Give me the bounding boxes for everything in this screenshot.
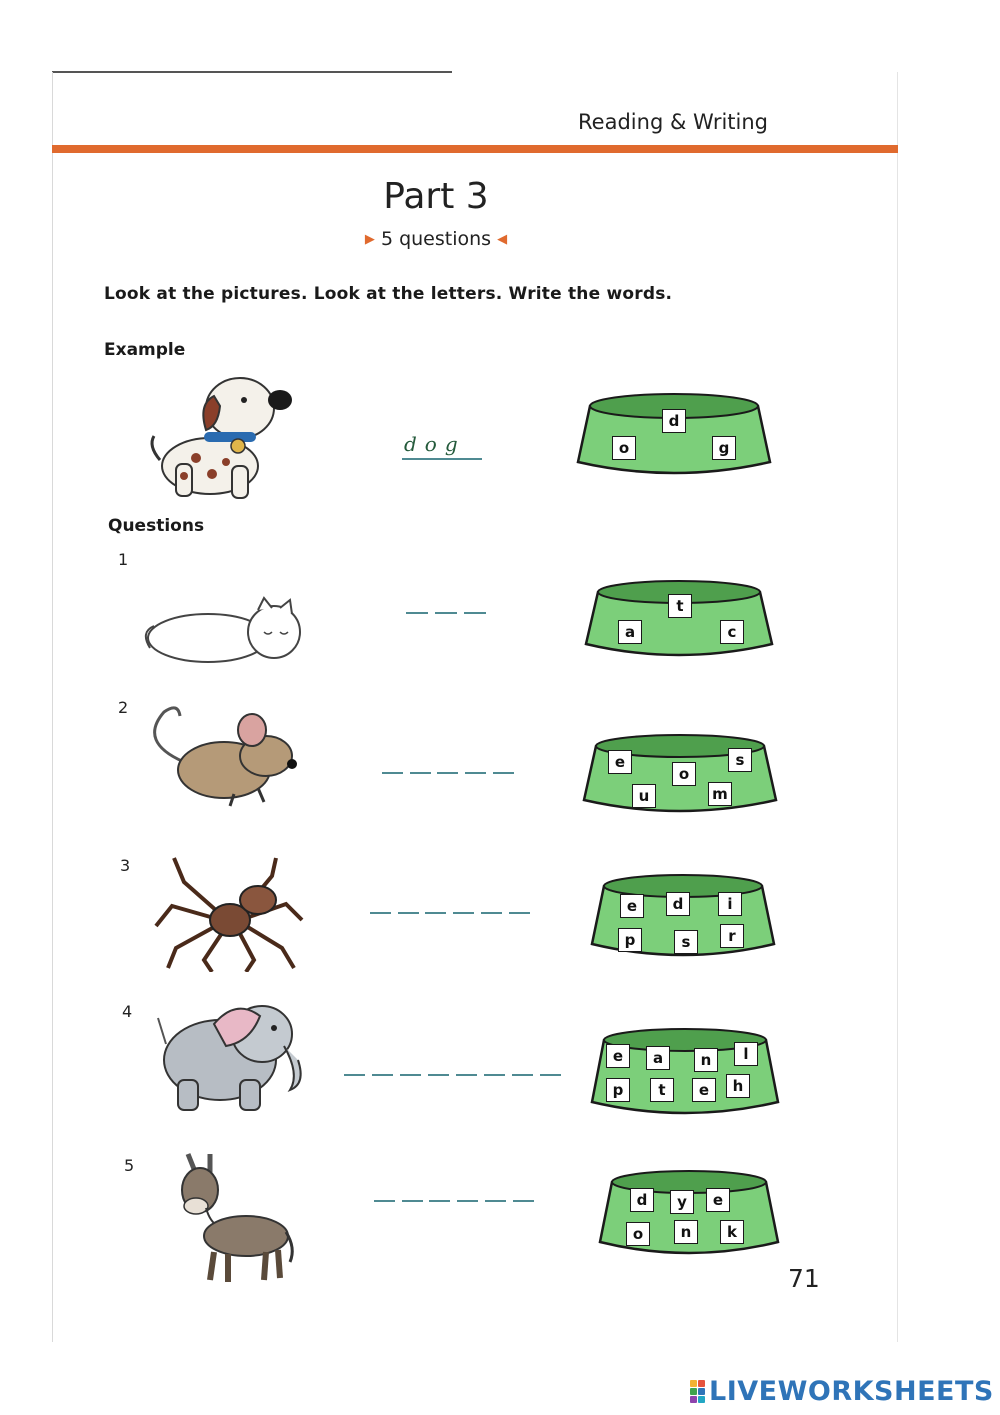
letter-tile: e	[608, 750, 632, 774]
letter-tile: d	[666, 892, 690, 916]
liveworksheets-logo-icon	[690, 1380, 705, 1403]
triangle-left-icon: ◀	[497, 232, 508, 247]
letter-bowl-4	[590, 1020, 780, 1120]
letter-tile: l	[734, 1042, 758, 1066]
brand-name: LIVEWORKSHEETS	[709, 1376, 994, 1407]
instruction: Look at the pictures. Look at the letters. Write the words.	[104, 284, 673, 304]
letter-tile: u	[632, 784, 656, 808]
letter-bowl-1	[584, 572, 774, 662]
cat-icon	[140, 592, 310, 666]
letter-tile: s	[674, 930, 698, 954]
letter-tile: e	[620, 894, 644, 918]
letter-tile: a	[646, 1046, 670, 1070]
example-answer: dog	[404, 432, 466, 456]
dog-icon	[140, 366, 300, 506]
bowl-icon	[590, 1020, 780, 1120]
letter-tile: o	[612, 436, 636, 460]
letter-tile: e	[692, 1078, 716, 1102]
letter-tile: e	[606, 1044, 630, 1068]
question-number: 5	[124, 1156, 135, 1175]
letter-tile: p	[606, 1078, 630, 1102]
header-rule	[52, 145, 898, 153]
letter-tile: a	[618, 620, 642, 644]
question-number: 1	[118, 550, 129, 569]
letter-bowl-example	[576, 384, 772, 480]
letter-tile: d	[630, 1188, 654, 1212]
example-label: Example	[104, 340, 186, 360]
letter-tile: o	[672, 762, 696, 786]
letter-tile: c	[720, 620, 744, 644]
letter-tile: g	[712, 436, 736, 460]
letter-tile: k	[720, 1220, 744, 1244]
questions-label: Questions	[108, 516, 205, 536]
letter-tile: i	[718, 892, 742, 916]
letter-tile: n	[694, 1048, 718, 1072]
answer-blank-1[interactable]	[406, 612, 486, 614]
letter-tile: e	[706, 1188, 730, 1212]
letter-tile: p	[618, 928, 642, 952]
brand-logo[interactable]	[690, 1376, 994, 1407]
letter-tile: d	[662, 409, 686, 433]
letter-bowl-3	[590, 866, 776, 962]
donkey-icon	[170, 1152, 300, 1286]
page-top-edge	[52, 71, 452, 73]
letter-bowl-5	[598, 1162, 780, 1260]
letter-bowl-2	[582, 726, 778, 818]
letter-tile: r	[720, 924, 744, 948]
triangle-right-icon: ▶	[364, 232, 375, 247]
answer-blank-5[interactable]	[374, 1200, 534, 1202]
question-number: 3	[120, 856, 131, 875]
letter-tile: o	[626, 1222, 650, 1246]
questions-count	[0, 228, 872, 250]
letter-tile: s	[728, 748, 752, 772]
letter-tile: t	[668, 594, 692, 618]
page-right-edge	[897, 72, 898, 1342]
letter-tile: t	[650, 1078, 674, 1102]
answer-blank-2[interactable]	[382, 772, 514, 774]
section-title: Reading & Writing	[578, 110, 768, 134]
question-number: 2	[118, 698, 129, 717]
mouse-icon	[144, 702, 304, 812]
page-number: 71	[788, 1264, 820, 1293]
question-number: 4	[122, 1002, 133, 1021]
part-title: Part 3	[383, 176, 489, 217]
answer-blank-4[interactable]	[344, 1074, 562, 1076]
letter-tile: h	[726, 1074, 750, 1098]
spider-icon	[154, 856, 304, 972]
page-left-edge	[52, 72, 53, 1342]
letter-tile: m	[708, 782, 732, 806]
questions-count-label: 5 questions	[380, 228, 492, 250]
letter-tile: y	[670, 1190, 694, 1214]
letter-tile: n	[674, 1220, 698, 1244]
answer-blank-3[interactable]	[370, 912, 530, 914]
example-answer-line	[402, 458, 482, 460]
elephant-icon	[150, 994, 310, 1118]
